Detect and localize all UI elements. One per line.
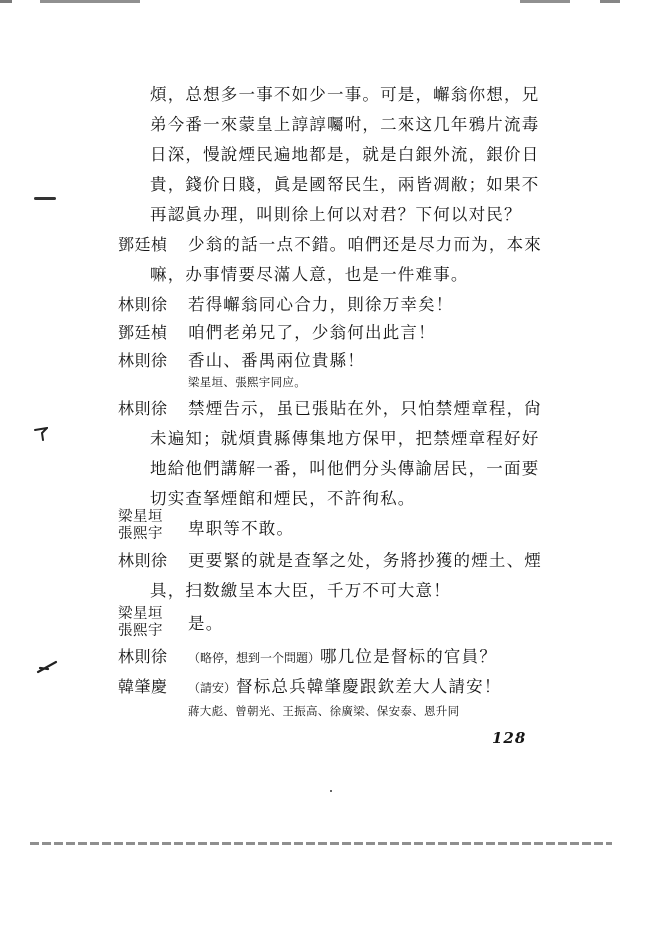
speaker-deng-2: 鄧廷楨 <box>118 323 168 342</box>
speech-lin-5 <box>188 646 548 669</box>
speech-lin-3-cont-2: 地給他們講解一番，叫他們分头傳諭居民，一面要 <box>150 459 540 478</box>
stage-note-officers: 蔣大彪、曾朝光、王振高、徐廣梁、保安泰、恩升同 <box>188 704 460 718</box>
speech-lin-3-cont-3: 切实查拏煙館和煙民，不許徇私。 <box>150 489 416 508</box>
scan-speck <box>330 790 332 792</box>
speech-lin-4-cont: 具，扫数繳呈本大臣，千万不可大意！ <box>150 581 451 600</box>
page-number: 128 <box>492 729 527 747</box>
speaker-lin-5: 林則徐 <box>118 647 168 666</box>
top-scan-edge <box>0 0 656 3</box>
speaker-lin-3: 林則徐 <box>118 399 168 418</box>
speaker-liang-zhang-1 <box>118 509 184 543</box>
speech-lin-3: 禁煙告示，虽已張貼在外，只怕禁煙章程，尙 <box>188 399 542 418</box>
speech-deng-2: 咱們老弟兄了，少翁何出此言！ <box>188 323 436 342</box>
speaker-deng-1: 鄧廷楨 <box>118 235 168 254</box>
stage-note-liang-zhang: 梁星垣、張熙宇同应。 <box>188 375 306 389</box>
prose-line-4: 貴，錢价日賤，眞是國帑民生，兩皆凋敝；如果不 <box>150 175 540 194</box>
speech-han-text: 督标总兵韓肇慶跟欽差大人請安！ <box>236 677 502 696</box>
speech-liang-zhang-2: 是。 <box>188 614 224 633</box>
speech-deng-1: 少翁的話一点不錯。咱們还是尽力而为，本來 <box>188 235 542 254</box>
margin-tick-mark <box>34 427 48 441</box>
speaker-lin-2: 林則徐 <box>118 351 168 370</box>
speaker-liang: 梁星垣 <box>118 606 163 622</box>
speech-lin-2: 香山、番禺兩位貴縣！ <box>188 351 365 370</box>
speaker-zhang: 張熙宇 <box>118 526 163 542</box>
speaker-liang: 梁星垣 <box>118 509 163 525</box>
speech-lin-4: 更要緊的就是查拏之处，务將抄獲的煙土、煙 <box>188 551 542 570</box>
speaker-zhang: 張熙宇 <box>118 623 163 639</box>
speech-lin-5-text: 哪几位是督标的官員？ <box>320 647 498 666</box>
speaker-liang-zhang-2 <box>118 606 184 640</box>
margin-pen-mark <box>36 660 58 674</box>
speech-lin-1: 若得嶰翁同心合力，則徐万幸矣！ <box>188 295 454 314</box>
margin-dash-mark <box>34 197 56 200</box>
speaker-han: 韓肇慶 <box>118 677 168 696</box>
speaker-lin-1: 林則徐 <box>118 295 168 314</box>
inline-note-pause: （略停，想到一个問題） <box>188 651 321 665</box>
inline-note-greet: （請安） <box>188 681 237 695</box>
speech-lin-3-cont-1: 未遍知；就煩貴縣傳集地方保甲，把禁煙章程好好 <box>150 429 540 448</box>
prose-line-2: 弟今番一來蒙皇上諄諄囑咐，二來这几年鴉片流毒 <box>150 115 540 134</box>
speech-liang-zhang-1: 卑职等不敢。 <box>188 519 295 538</box>
prose-line-3: 日深，慢說煙民遍地都是，就是白銀外流，銀价日 <box>150 145 540 164</box>
speech-han <box>188 676 548 699</box>
prose-line-1: 煩，总想多一事不如少一事。可是，嶰翁你想，兄 <box>150 85 540 104</box>
prose-line-5: 再認眞办理，叫則徐上何以对君？下何以对民？ <box>150 205 522 224</box>
speech-deng-1-cont: 嘛，办事情要尽滿人意，也是一件难事。 <box>150 265 469 284</box>
speaker-lin-4: 林則徐 <box>118 551 168 570</box>
bottom-scan-edge <box>30 842 612 845</box>
